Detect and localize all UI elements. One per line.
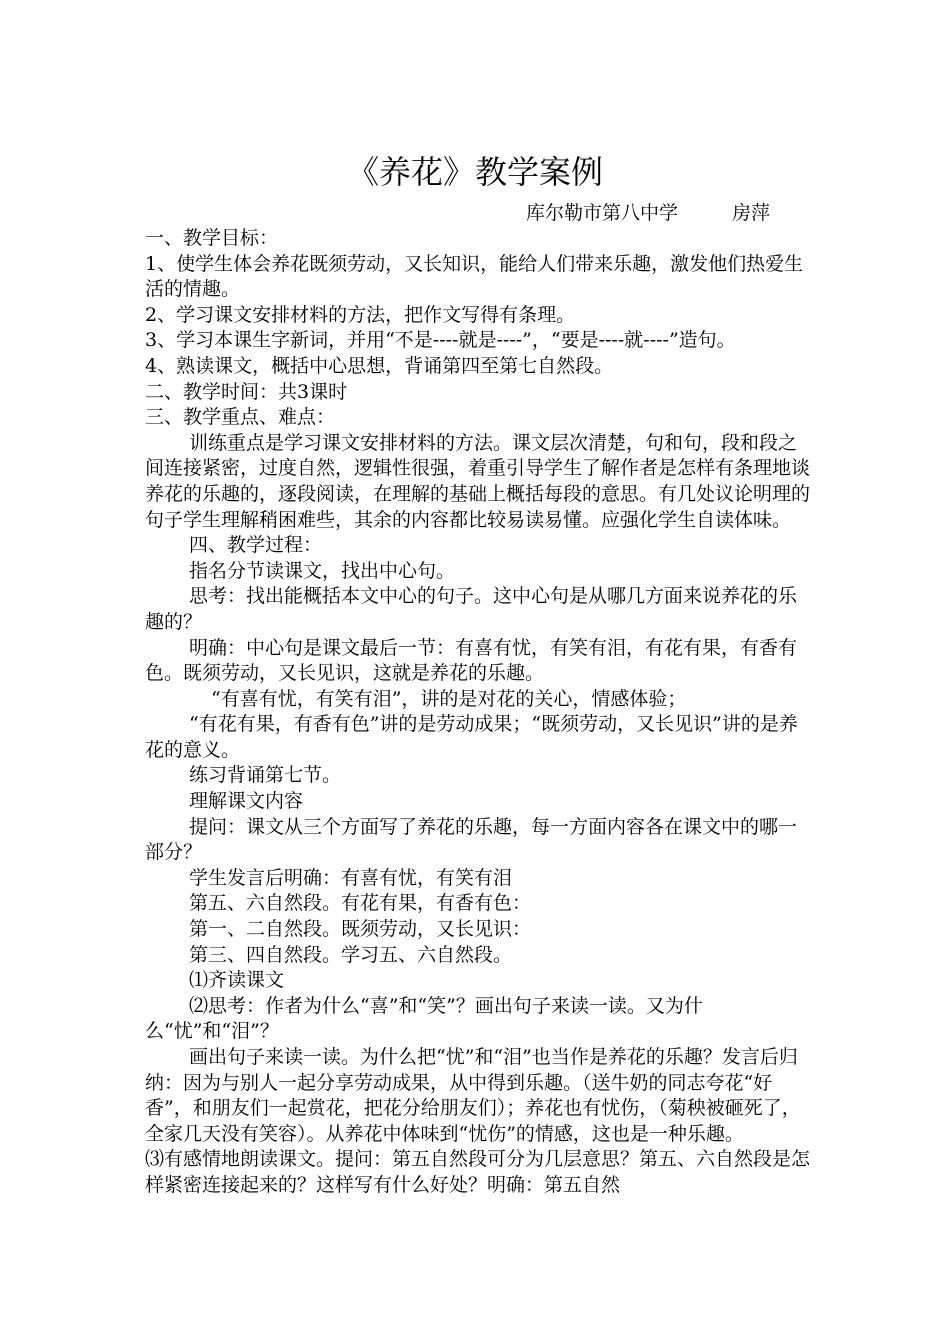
objective-item: 4、熟读课文，概括中心思想，背诵第四至第七自然段。 <box>145 354 614 377</box>
objective-item: 2、学习课文安排材料的方法，把作文写得有条理。 <box>145 303 576 326</box>
document-body <box>145 226 815 1199</box>
paragraph: 指名分节读课文，找出中心句。 <box>189 559 456 582</box>
objective-item: 1、使学生体会养花既须劳动，又长知识，能给人们带来乐趣，激发他们热爱生活的情趣。 <box>145 252 804 301</box>
paragraph: 思考：找出能概括本文中心的句子。这中心句是从哪几方面来说养花的乐趣的？ <box>145 585 798 633</box>
objective-item: 3、学习本课生字新词，并用“不是----就是----”，“要是----就----”造句。 <box>145 329 736 352</box>
school-name: 库尔勒市第八中学 <box>526 202 679 224</box>
paragraph: 第三、四自然段。学习五、六自然段。 <box>189 943 513 966</box>
paragraph: 训练重点是学习课文安排材料的方法。课文层次清楚，句和句，段和段之间连接紧密，过度自然，逻辑性很强，着重引导学生了解作者是怎样有条理地谈养花的乐趣的，逐段阅读，在理解的基础上概括每段的意思。有几处议论明理的句子学生理解稍困难些，其余的内容都比较易读易懂。应强化学生自读体味。 <box>145 431 811 531</box>
paragraph: 第五、六自然段。有花有果，有香有色： <box>189 892 532 915</box>
paragraph: “有喜有忧，有笑有泪”，讲的是对花的关心，情感体验； <box>211 687 687 710</box>
author-name: 房萍 <box>732 202 771 224</box>
section-heading: 二、教学时间：共3课时 <box>145 380 348 403</box>
paragraph: “有花有果，有香有色”讲的是劳动成果；“既须劳动，又长见识”讲的是养花的意义。 <box>145 713 798 761</box>
section-heading: 三、教学重点、难点： <box>145 406 336 429</box>
section-heading: 一、教学目标： <box>145 227 279 249</box>
byline <box>526 200 770 226</box>
paragraph: 理解课文内容 <box>189 790 304 813</box>
paragraph: 练习背诵第七节。 <box>189 764 342 787</box>
paragraph: 提问：课文从三个方面写了养花的乐趣，每一方面内容各在课文中的哪一部分？ <box>145 815 798 864</box>
paragraph: ⑵思考：作者为什么“喜”和“笑”？画出句子来读一读。又为什么“忧”和“泪”？ <box>145 994 703 1043</box>
paragraph: ⑶有感情地朗读课文。提问：第五自然段可分为几层意思？第五、六自然段是怎样紧密连接起来的？这样写有什么好处？明确：第五自然 <box>145 1148 811 1196</box>
paragraph: 学生发言后明确：有喜有忧，有笑有泪 <box>189 866 513 889</box>
paragraph: 第一、二自然段。既须劳动，又长见识： <box>189 918 532 941</box>
document-title: 《养花》教学案例 <box>346 153 603 191</box>
paragraph: 明确：中心句是课文最后一节：有喜有忧，有笑有泪，有花有果，有香有色。既须劳动，又长见识，这就是养花的乐趣。 <box>145 636 798 685</box>
section-heading: 四、教学过程： <box>189 534 323 557</box>
paragraph: ⑴齐读课文 <box>189 969 285 992</box>
paragraph: 画出句子来读一读。为什么把“忧”和“泪”也当作是养花的乐趣？发言后归纳：因为与别人一起分享劳动成果，从中得到乐趣。（送牛奶的同志夸花“好香”，和朋友们一起赏花，把花分给朋友们）；养花也有忧伤，（菊秧被砸死了，全家几天没有笑容）。从养花中体味到“忧伤”的情感，这也是一种乐趣。 <box>145 1046 801 1145</box>
